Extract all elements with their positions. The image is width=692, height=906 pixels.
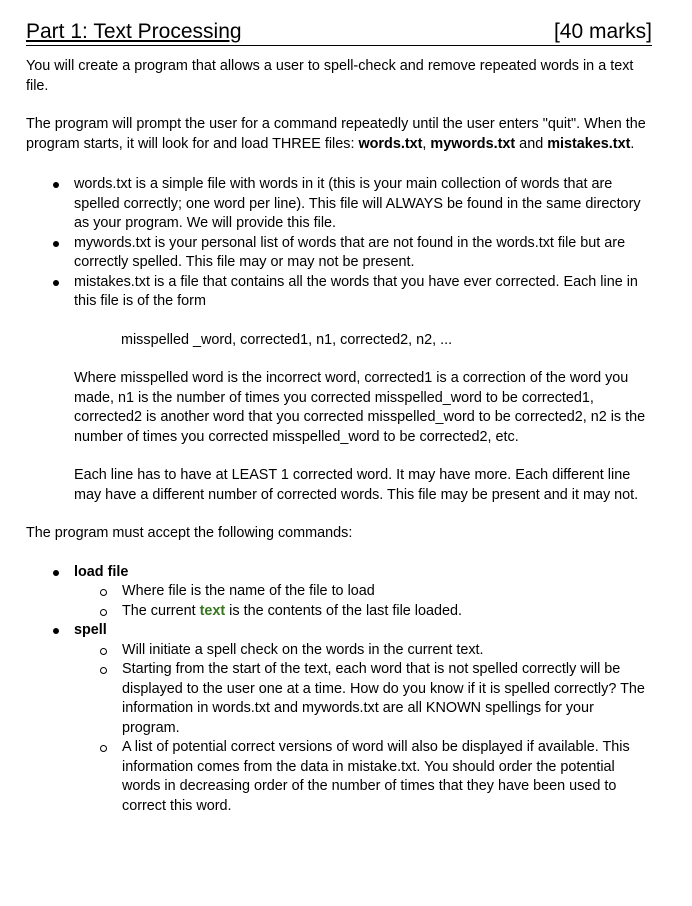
commands-list: [26, 563, 652, 817]
format-line: misspelled _word, corrected1, n1, corrected2, n2, ...: [121, 331, 453, 348]
format-explanation: Where misspelled word is the incorrect word, corrected1 is a correction of the word you made, n1 is the number of times you corrected misspelled_word to be corrected1, corrected2 is another word that you corrected misspelled_word to be corrected2, n2 is the number of times you corrected misspelled_word to be corrected2, etc.: [74, 370, 646, 445]
file-mistakes: mistakes.txt: [547, 135, 631, 152]
bullet-icon: [53, 570, 59, 576]
startup-paragraph: The program will prompt the user for a command repeatedly until the user enters "quit". When the program starts, it will look for and load THREE files: words.txt, mywords.txt and mistakes.txt.: [26, 116, 646, 152]
file-words: words.txt: [358, 135, 423, 152]
document-page: [26, 18, 652, 816]
intro-paragraph: You will create a program that allows a user to spell-check and remove repeated words in a text file.: [26, 58, 634, 94]
bullet-icon: [53, 628, 59, 634]
list-item: words.txt is a simple file with words in it (this is your main collection of words that are spelled correctly; one word per line). This file will ALWAYS be found in the same directory as your program. We will provide this file.: [26, 175, 652, 234]
command-load: [26, 563, 652, 622]
file-mywords: mywords.txt: [430, 135, 516, 152]
commands-intro: The program must accept the following commands:: [26, 525, 353, 541]
bullet-icon: [53, 241, 59, 247]
list-item: mistakes.txt is a file that contains all the words that you have ever corrected. Each line in this file is of the form: [26, 273, 652, 312]
files-list: [26, 175, 652, 312]
text-keyword: text: [199, 602, 226, 619]
list-item: mywords.txt is your personal list of words that are not found in the words.txt file but are correctly spelled. This file may or may not be present.: [26, 234, 652, 273]
hollow-bullet-icon: [100, 667, 107, 674]
list-item: Starting from the start of the text, each word that is not spelled correctly will be displayed to the user one at a time. How do you know if it is spelled correctly? The information in words.txt and mywords.txt are all KNOWN spellings for your program.: [74, 660, 652, 738]
list-item: Where file is the name of the file to load: [74, 582, 652, 602]
command-name: spell: [74, 622, 107, 638]
list-item: A list of potential correct versions of word will also be displayed if available. This information comes from the data in mistake.txt. You should order the potential words in decreasing order of the number of times that they have been used to correct this word.: [74, 738, 652, 816]
list-item: Will initiate a spell check on the words in the current text.: [74, 641, 652, 661]
bullet-icon: [53, 182, 59, 188]
format-note: Each line has to have at LEAST 1 corrected word. It may have more. Each different line may have a different number of corrected words. This file may be present and it may not.: [74, 467, 639, 503]
command-spell: [26, 621, 652, 816]
list-item: The current text is the contents of the last file loaded.: [74, 602, 652, 622]
bullet-icon: [53, 280, 59, 286]
command-name: load file: [74, 563, 129, 580]
hollow-bullet-icon: [100, 609, 107, 616]
part-title: Part 1: Text Processing: [26, 20, 242, 43]
marks-label: [40 marks]: [553, 20, 652, 43]
hollow-bullet-icon: [100, 648, 107, 655]
title-row: [26, 18, 652, 46]
hollow-bullet-icon: [100, 589, 107, 596]
hollow-bullet-icon: [100, 745, 107, 752]
